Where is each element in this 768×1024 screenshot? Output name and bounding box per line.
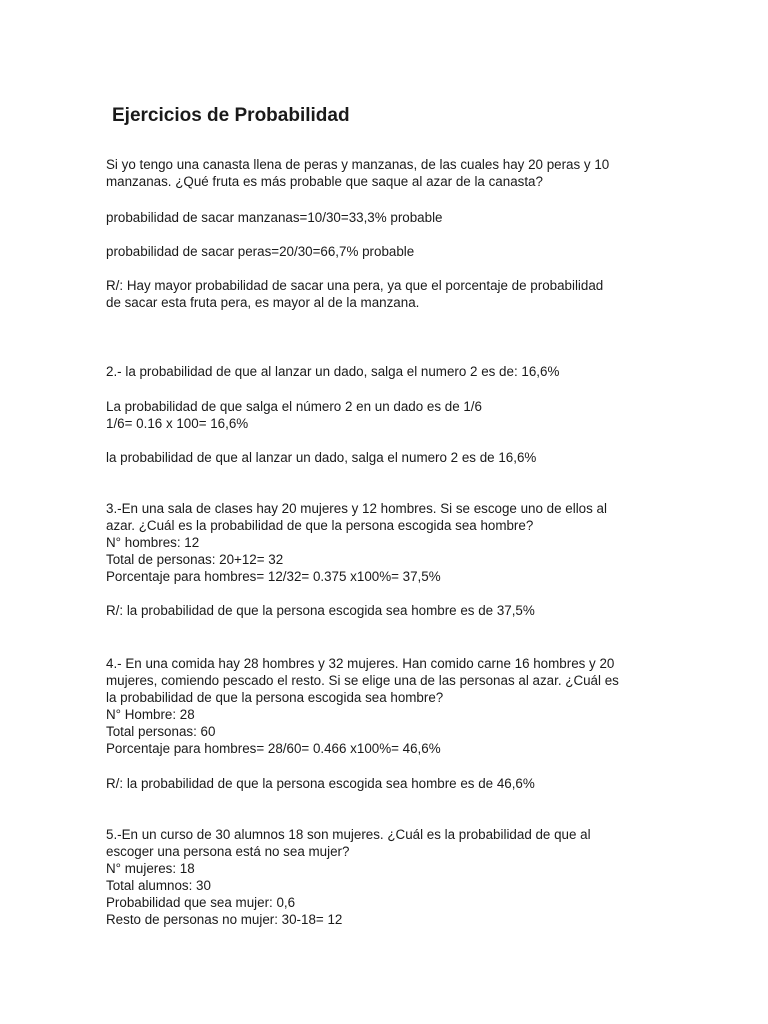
text-line: N° Hombre: 28 [106, 707, 195, 722]
exercise-3-body [106, 500, 607, 585]
exercise-2-answer [106, 449, 536, 466]
text-line: escoger una persona está no sea mujer? [106, 844, 350, 859]
page-title: Ejercicios de Probabilidad [112, 105, 350, 126]
text-line: probabilidad de sacar manzanas=10/30=33,3% probable [106, 210, 443, 225]
exercise-3-answer [106, 602, 535, 619]
text-line: azar. ¿Cuál es la probabilidad de que la persona escogida sea hombre? [106, 518, 534, 533]
text-line: R/: la probabilidad de que la persona escogida sea hombre es de 46,6% [106, 776, 535, 791]
text-line: Total alumnos: 30 [106, 878, 211, 893]
text-line: N° hombres: 12 [106, 535, 200, 550]
text-line: manzanas. ¿Qué fruta es más probable que saque al azar de la canasta? [106, 174, 543, 189]
text-line: La probabilidad de que salga el número 2 en un dado es de 1/6 [106, 399, 482, 414]
text-line: mujeres, comiendo pescado el resto. Si se elige una de las personas al azar. ¿Cuál es [106, 673, 619, 688]
exercise-1-question [106, 156, 609, 190]
text-line: R/: la probabilidad de que la persona escogida sea hombre es de 37,5% [106, 603, 535, 618]
text-line: 5.-En un curso de 30 alumnos 18 son mujeres. ¿Cuál es la probabilidad de que al [106, 827, 591, 842]
text-line: Total de personas: 20+12= 32 [106, 552, 284, 567]
text-line: Si yo tengo una canasta llena de peras y manzanas, de las cuales hay 20 peras y 10 [106, 157, 610, 172]
exercise-1-calc-manzanas [106, 209, 443, 226]
text-line: Resto de personas no mujer: 30-18= 12 [106, 912, 343, 927]
text-line: Probabilidad que sea mujer: 0,6 [106, 895, 296, 910]
exercise-5-body [106, 826, 591, 928]
text-line: Porcentaje para hombres= 12/32= 0.375 x100%= 37,5% [106, 569, 441, 584]
text-line: probabilidad de sacar peras=20/30=66,7% probable [106, 244, 415, 259]
exercise-4-answer [106, 775, 535, 792]
text-line: 2.- la probabilidad de que al lanzar un dado, salga el numero 2 es de: 16,6% [106, 364, 560, 379]
exercise-2-work [106, 398, 482, 432]
exercise-2-question [106, 363, 559, 380]
text-line: la probabilidad de que al lanzar un dado, salga el numero 2 es de 16,6% [106, 450, 537, 465]
exercise-1-calc-peras [106, 243, 414, 260]
text-line: N° mujeres: 18 [106, 861, 195, 876]
exercise-4-body [106, 655, 619, 757]
exercise-1-answer [106, 277, 603, 311]
text-line: la probabilidad de que la persona escogida sea hombre? [106, 690, 444, 705]
text-line: 4.- En una comida hay 28 hombres y 32 mujeres. Han comido carne 16 hombres y 20 [106, 656, 615, 671]
text-line: R/: Hay mayor probabilidad de sacar una pera, ya que el porcentaje de probabilidad [106, 278, 604, 293]
text-line: Porcentaje para hombres= 28/60= 0.466 x100%= 46,6% [106, 741, 441, 756]
text-line: de sacar esta fruta pera, es mayor al de la manzana. [106, 295, 420, 310]
text-line: Total personas: 60 [106, 724, 216, 739]
text-line: 1/6= 0.16 x 100= 16,6% [106, 416, 249, 431]
text-line: 3.-En una sala de clases hay 20 mujeres y 12 hombres. Si se escoge uno de ellos al [106, 501, 607, 516]
